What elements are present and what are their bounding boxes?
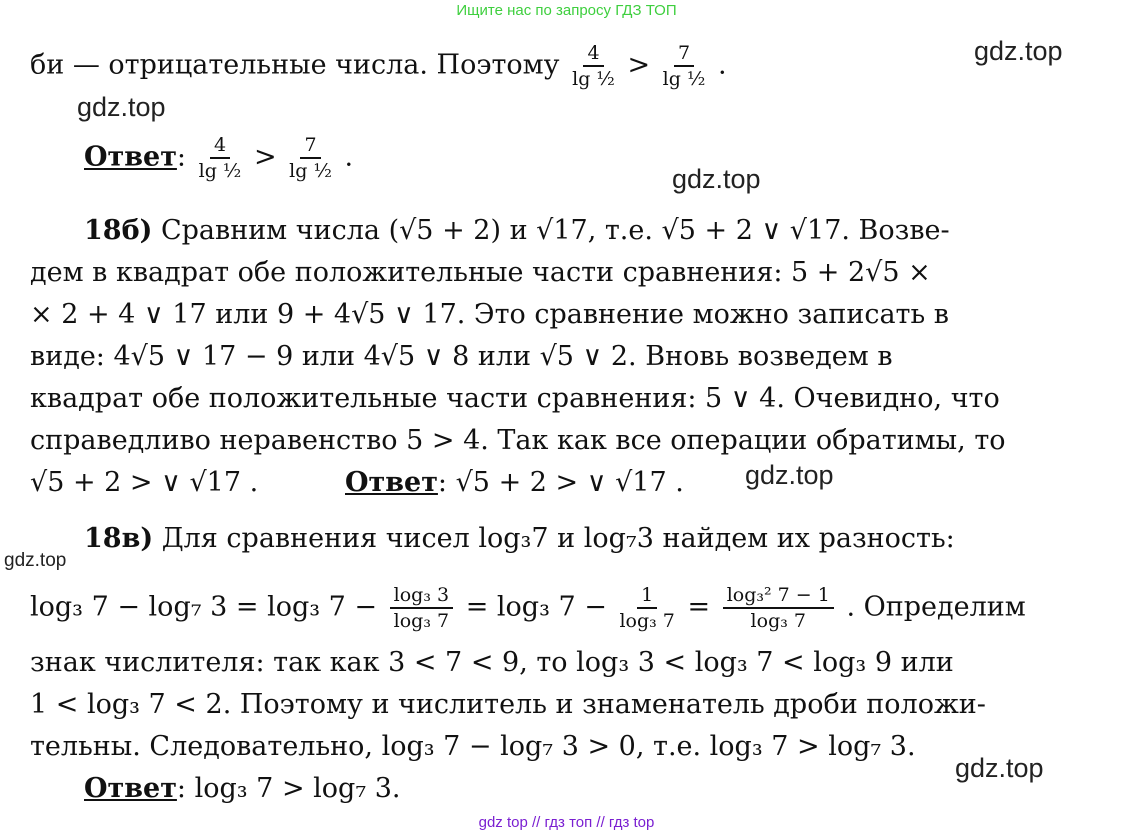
fraction: $\frac{7}{\text{lg ½}}$	[289, 134, 332, 182]
watermark: gdz.top	[974, 36, 1063, 66]
fraction: $\frac{4}{\text{lg ½}}$	[572, 42, 615, 90]
answer-line: Ответ: √5 + 2 > ∨ √17 .	[345, 467, 684, 498]
text-line: тельны. Следовательно, log₃ 7 − log₇ 3 > 0, т.е. log₃ 7 > log₇ 3.	[30, 731, 916, 762]
text-line: 18б) Сравним числа (√5 + 2) и √17, т.е. √5 + 2 ∨ √17. Возве-	[84, 215, 950, 246]
formula-line: log₃ 7 − log₇ 3 = log₃ 7 − $\frac{\text{log₃ 3}}{\text{log₃ 7}}$ = log₃ 7 − $\frac{1}{\text{log₃ 7}}$ = $\frac{\text{log₃² 7 − 1}}{\text{log₃ 7}}$ . Определим	[30, 584, 1026, 632]
text-line: дем в квадрат обе положительные части сравнения: 5 + 2√5 ×	[30, 257, 931, 288]
answer-line: Ответ: $\frac{4}{\text{lg ½}}$ > $\frac{7}{\text{lg ½}}$ .	[84, 134, 354, 182]
top-banner: Ищите нас по запросу ГДЗ ТОП	[456, 2, 677, 19]
fraction: $\frac{4}{\text{lg ½}}$	[198, 134, 242, 182]
text-line: справедливо неравенство 5 > 4. Так как все операции обратимы, то	[30, 425, 1006, 456]
text-line: виде: 4√5 ∨ 17 − 9 или 4√5 ∨ 8 или √5 ∨ 2. Вновь возведем в	[30, 341, 893, 372]
fraction: $\frac{\text{log₃² 7 − 1}}{\text{log₃ 7}}$	[723, 584, 834, 632]
footer-links: gdz top // гдз топ // гдз top	[478, 814, 655, 831]
text-line: би — отрицательные числа. Поэтому $\frac{4}{\text{lg ½}}$ > $\frac{7}{\text{lg ½}}$ .	[30, 42, 727, 90]
fraction: $\frac{7}{\text{lg ½}}$	[662, 42, 706, 90]
watermark: gdz.top	[4, 550, 67, 571]
fraction: $\frac{1}{\text{log₃ 7}}$	[619, 584, 675, 632]
text-line: знак числителя: так как 3 < 7 < 9, то log₃ 3 < log₃ 7 < log₃ 9 или	[30, 647, 954, 678]
text-line: × 2 + 4 ∨ 17 или 9 + 4√5 ∨ 17. Это сравнение можно записать в	[30, 299, 949, 330]
watermark: gdz.top	[672, 164, 761, 194]
text-line: 18в) Для сравнения чисел log₃7 и log₇3 найдем их разность:	[84, 523, 955, 554]
fraction: $\frac{\text{log₃ 3}}{\text{log₃ 7}}$	[390, 584, 453, 632]
text-line: √5 + 2 > ∨ √17 .	[30, 467, 259, 498]
text-line: 1 < log₃ 7 < 2. Поэтому и числитель и знаменатель дроби положи-	[30, 689, 986, 720]
watermark: gdz.top	[77, 92, 166, 122]
text-line: квадрат обе положительные части сравнения: 5 ∨ 4. Очевидно, что	[30, 383, 1000, 414]
watermark: gdz.top	[955, 753, 1044, 783]
watermark: gdz.top	[745, 460, 834, 490]
answer-line: Ответ: log₃ 7 > log₇ 3.	[84, 773, 401, 804]
